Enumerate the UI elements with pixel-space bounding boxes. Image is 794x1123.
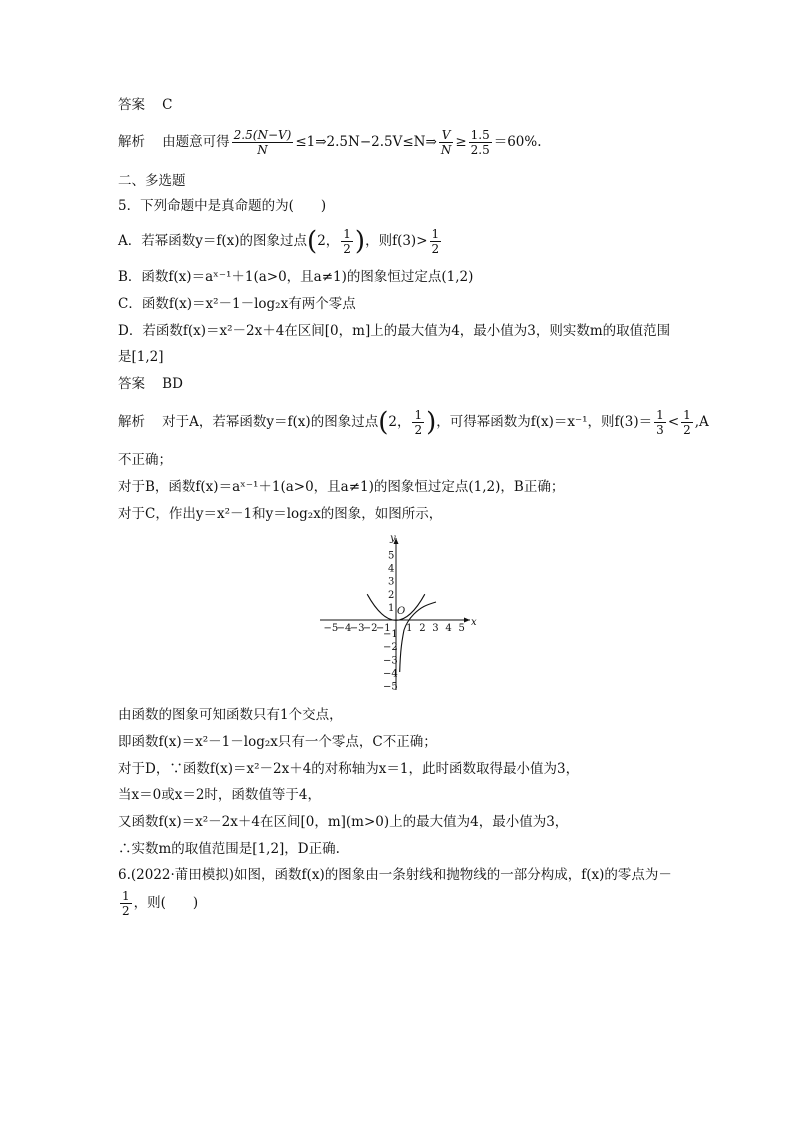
- q4-answer-line: [118, 96, 173, 114]
- y-tick-label: −2: [383, 642, 398, 654]
- fraction: $\frac{V}{N}$: [440, 128, 452, 157]
- x-tick-label: −3: [349, 623, 365, 634]
- function-graph: [318, 532, 483, 692]
- q6-stem-line2: $\frac{1}{2}$ ，则( ): [122, 889, 199, 918]
- analysis-label: 解析: [118, 414, 145, 430]
- analysis-text: ＝60%.: [493, 134, 542, 150]
- x-tick-label: 3: [432, 623, 439, 634]
- q5-analysis-b: 对于B，函数f(x)＝aˣ⁻¹＋1(a>0，且a≠1)的图象恒过定点(1,2)，B正确；: [118, 479, 565, 495]
- x-tick-label: 4: [445, 623, 452, 634]
- q5-answer-line: [118, 375, 183, 393]
- q5-analysis-d-3: 又函数f(x)＝x²－2x＋4在区间[0，m](m>0)上的最大值为4，最小值为3，: [118, 814, 569, 830]
- y-axis-label: y: [390, 533, 396, 544]
- x-tick-label: −5: [323, 623, 339, 634]
- q5-option-a: A．若幂函数y＝f(x)的图象过点(2， $\frac{1}{2}$ )，则f(3)> $\frac{1}{2}$: [118, 226, 440, 257]
- section-title: 二、多选题: [118, 173, 186, 189]
- q5-analysis-c-3: 即函数f(x)＝x²－1－log₂x只有一个零点，C不正确；: [118, 734, 437, 750]
- answer-label: 答案: [118, 376, 145, 392]
- origin-label: O: [397, 606, 406, 617]
- x-axis-arrow: [464, 618, 470, 623]
- x-tick-label: 2: [419, 623, 426, 634]
- analysis-text: 由题意可得: [162, 134, 230, 150]
- q5-analysis-a: 解析 对于A，若幂函数y＝f(x)的图象过点(2， $\frac{1}{2}$ )，可得幂函数为f(x)＝x⁻¹，则f(3)＝ $\frac{1}{3}$ < $\frac{1}{2}$ ,A: [118, 407, 709, 438]
- q5-analysis-d-2: 当x＝0或x＝2时，函数值等于4，: [118, 787, 321, 803]
- y-tick-label: −1: [383, 629, 398, 641]
- q5-option-d-line2: 是[1,2]: [118, 349, 164, 365]
- q5-analysis-d: 对于D，∵函数f(x)＝x²－2x＋4的对称轴为x＝1，此时函数取得最小值为3，: [118, 761, 580, 777]
- answer-value: C: [162, 97, 173, 113]
- analysis-text: ≤1⇒2.5N−2.5V≤N⇒: [295, 134, 437, 150]
- q5-option-d-line1: D．若函数f(x)＝x²－2x＋4在区间[0，m]上的最大值为4，最小值为3，则实数m的取值范围: [118, 323, 671, 339]
- x-tick-label: 5: [458, 623, 465, 634]
- fraction: $\frac{2.5(N-V)}{N}$: [233, 128, 292, 157]
- q5-option-c: C．函数f(x)＝x²－1－log₂x有两个零点: [118, 296, 356, 312]
- y-tick-label: 2: [388, 589, 395, 601]
- q5-analysis-d-4: ∴实数m的取值范围是[1,2]，D正确.: [118, 841, 340, 857]
- analysis-label: 解析: [118, 134, 145, 150]
- y-tick-label: 3: [388, 576, 395, 588]
- q4-analysis-line: 解析 由题意可得 $\frac{2.5(N-V)}{N}$ ≤1⇒2.5N−2.5V≤N⇒ $\frac{V}{N}$ ≥ $\frac{1.5}{2.5}$ ＝60%.: [118, 128, 542, 157]
- y-tick-label: −5: [383, 681, 398, 692]
- q6-stem-line1: 6.(2022·莆田模拟)如图，函数f(x)的图象由一条射线和抛物线的一部分构成，f(x)的零点为－: [118, 867, 672, 883]
- q5-stem: 5．下列命题中是真命题的为( ): [118, 198, 327, 214]
- y-tick-label: 4: [388, 563, 395, 575]
- x-tick-label: −1: [375, 623, 391, 634]
- x-tick-label: 1: [406, 623, 413, 634]
- q5-analysis-a-line2: 不正确；: [118, 452, 172, 468]
- y-tick-label: 5: [388, 550, 395, 562]
- q5-option-b: B．函数f(x)＝aˣ⁻¹＋1(a>0，且a≠1)的图象恒过定点(1,2): [118, 269, 474, 285]
- answer-value: BD: [162, 376, 183, 392]
- x-tick-label: −2: [362, 623, 378, 634]
- x-axis-label: x: [471, 617, 477, 628]
- q5-analysis-c: 对于C，作出y＝x²－1和y＝log₂x的图象，如图所示，: [118, 506, 443, 522]
- y-tick-label: −4: [383, 668, 398, 680]
- answer-label: 答案: [118, 97, 145, 113]
- x-tick-label: −4: [336, 623, 352, 634]
- y-tick-label: 1: [388, 602, 395, 614]
- q5-analysis-c-2: 由函数的图象可知函数只有1个交点，: [118, 707, 343, 723]
- y-tick-label: −3: [383, 655, 398, 667]
- fraction: $\frac{1.5}{2.5}$: [470, 128, 490, 157]
